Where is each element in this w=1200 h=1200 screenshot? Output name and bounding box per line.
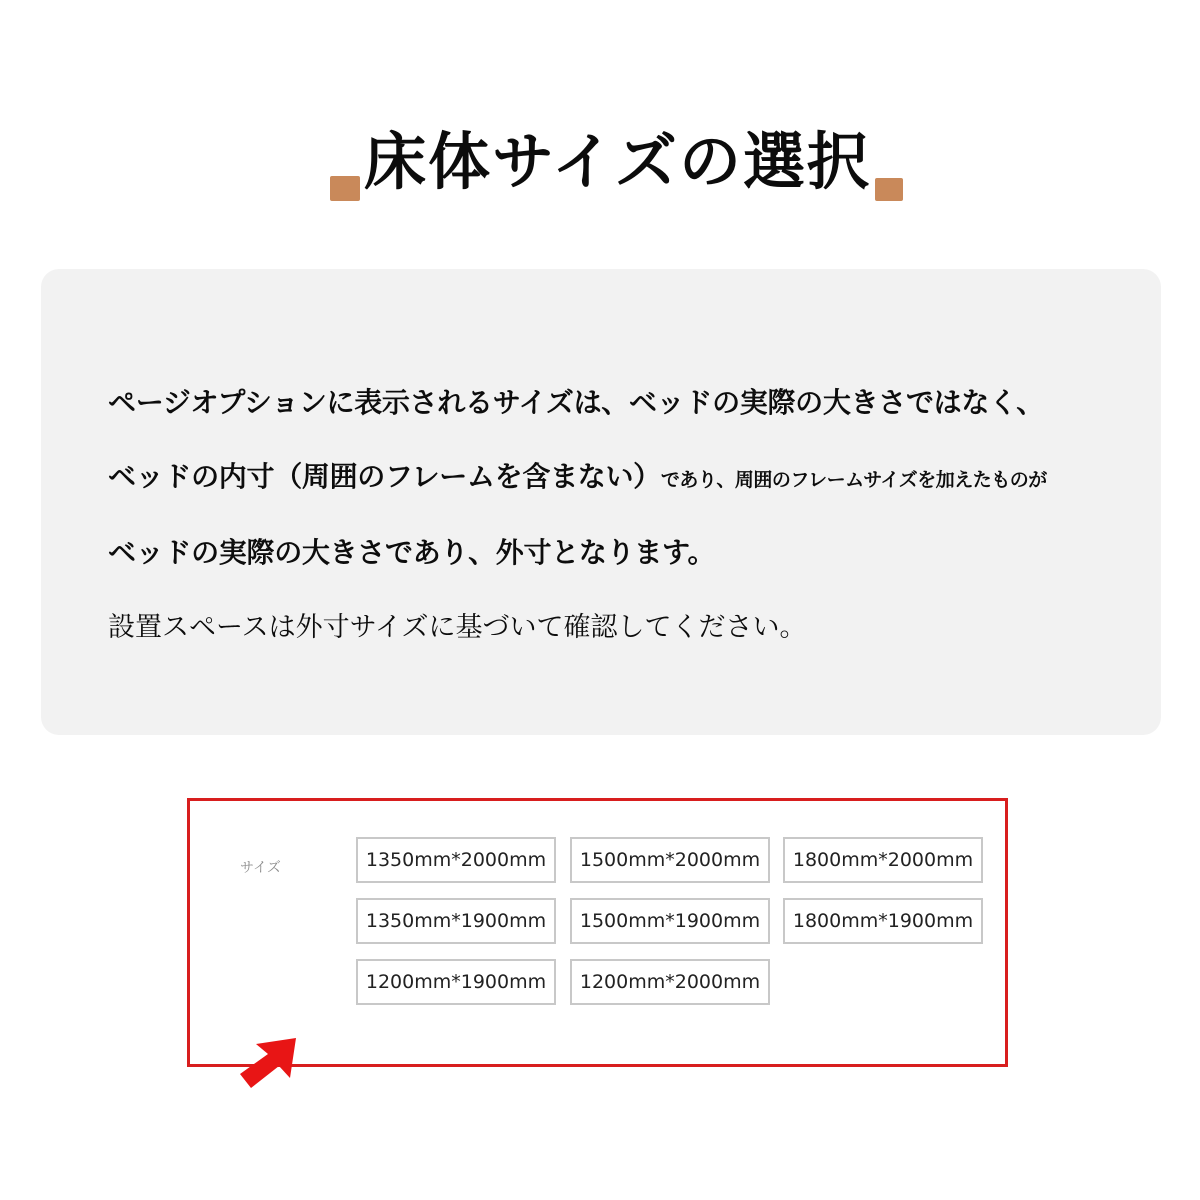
size-option-1350x2000[interactable]: 1350mm*2000mm [356,837,556,883]
info-line-2-small: であり、周囲のフレームサイズを加えたものが [660,469,1047,491]
size-options-panel [187,798,1008,1067]
title-marker-right [875,178,903,201]
info-line-3: ベッドの実際の大きさであり、外寸となります。 [108,536,716,569]
size-option-1500x1900[interactable]: 1500mm*1900mm [570,898,770,944]
info-line-1: ページオプションに表示されるサイズは、ベッドの実際の大きさではなく、 [108,386,1044,419]
size-option-1800x2000[interactable]: 1800mm*2000mm [783,837,983,883]
info-line-2-main: ベッドの内寸（周囲のフレームを含まない） [108,460,661,493]
size-option-1200x2000[interactable]: 1200mm*2000mm [570,959,770,1005]
size-option-1800x1900[interactable]: 1800mm*1900mm [783,898,983,944]
size-option-1350x1900[interactable]: 1350mm*1900mm [356,898,556,944]
size-label: サイズ [240,860,281,876]
size-option-1200x1900[interactable]: 1200mm*1900mm [356,959,556,1005]
page-title: 床体サイズの選択 [363,125,872,198]
red-arrow-icon [232,1032,302,1092]
info-line-2 [108,455,1047,495]
info-panel [41,269,1161,735]
title-section [330,110,905,210]
info-line-4: 設置スペースは外寸サイズに基づいて確認してください。 [108,612,807,643]
size-option-1500x2000[interactable]: 1500mm*2000mm [570,837,770,883]
